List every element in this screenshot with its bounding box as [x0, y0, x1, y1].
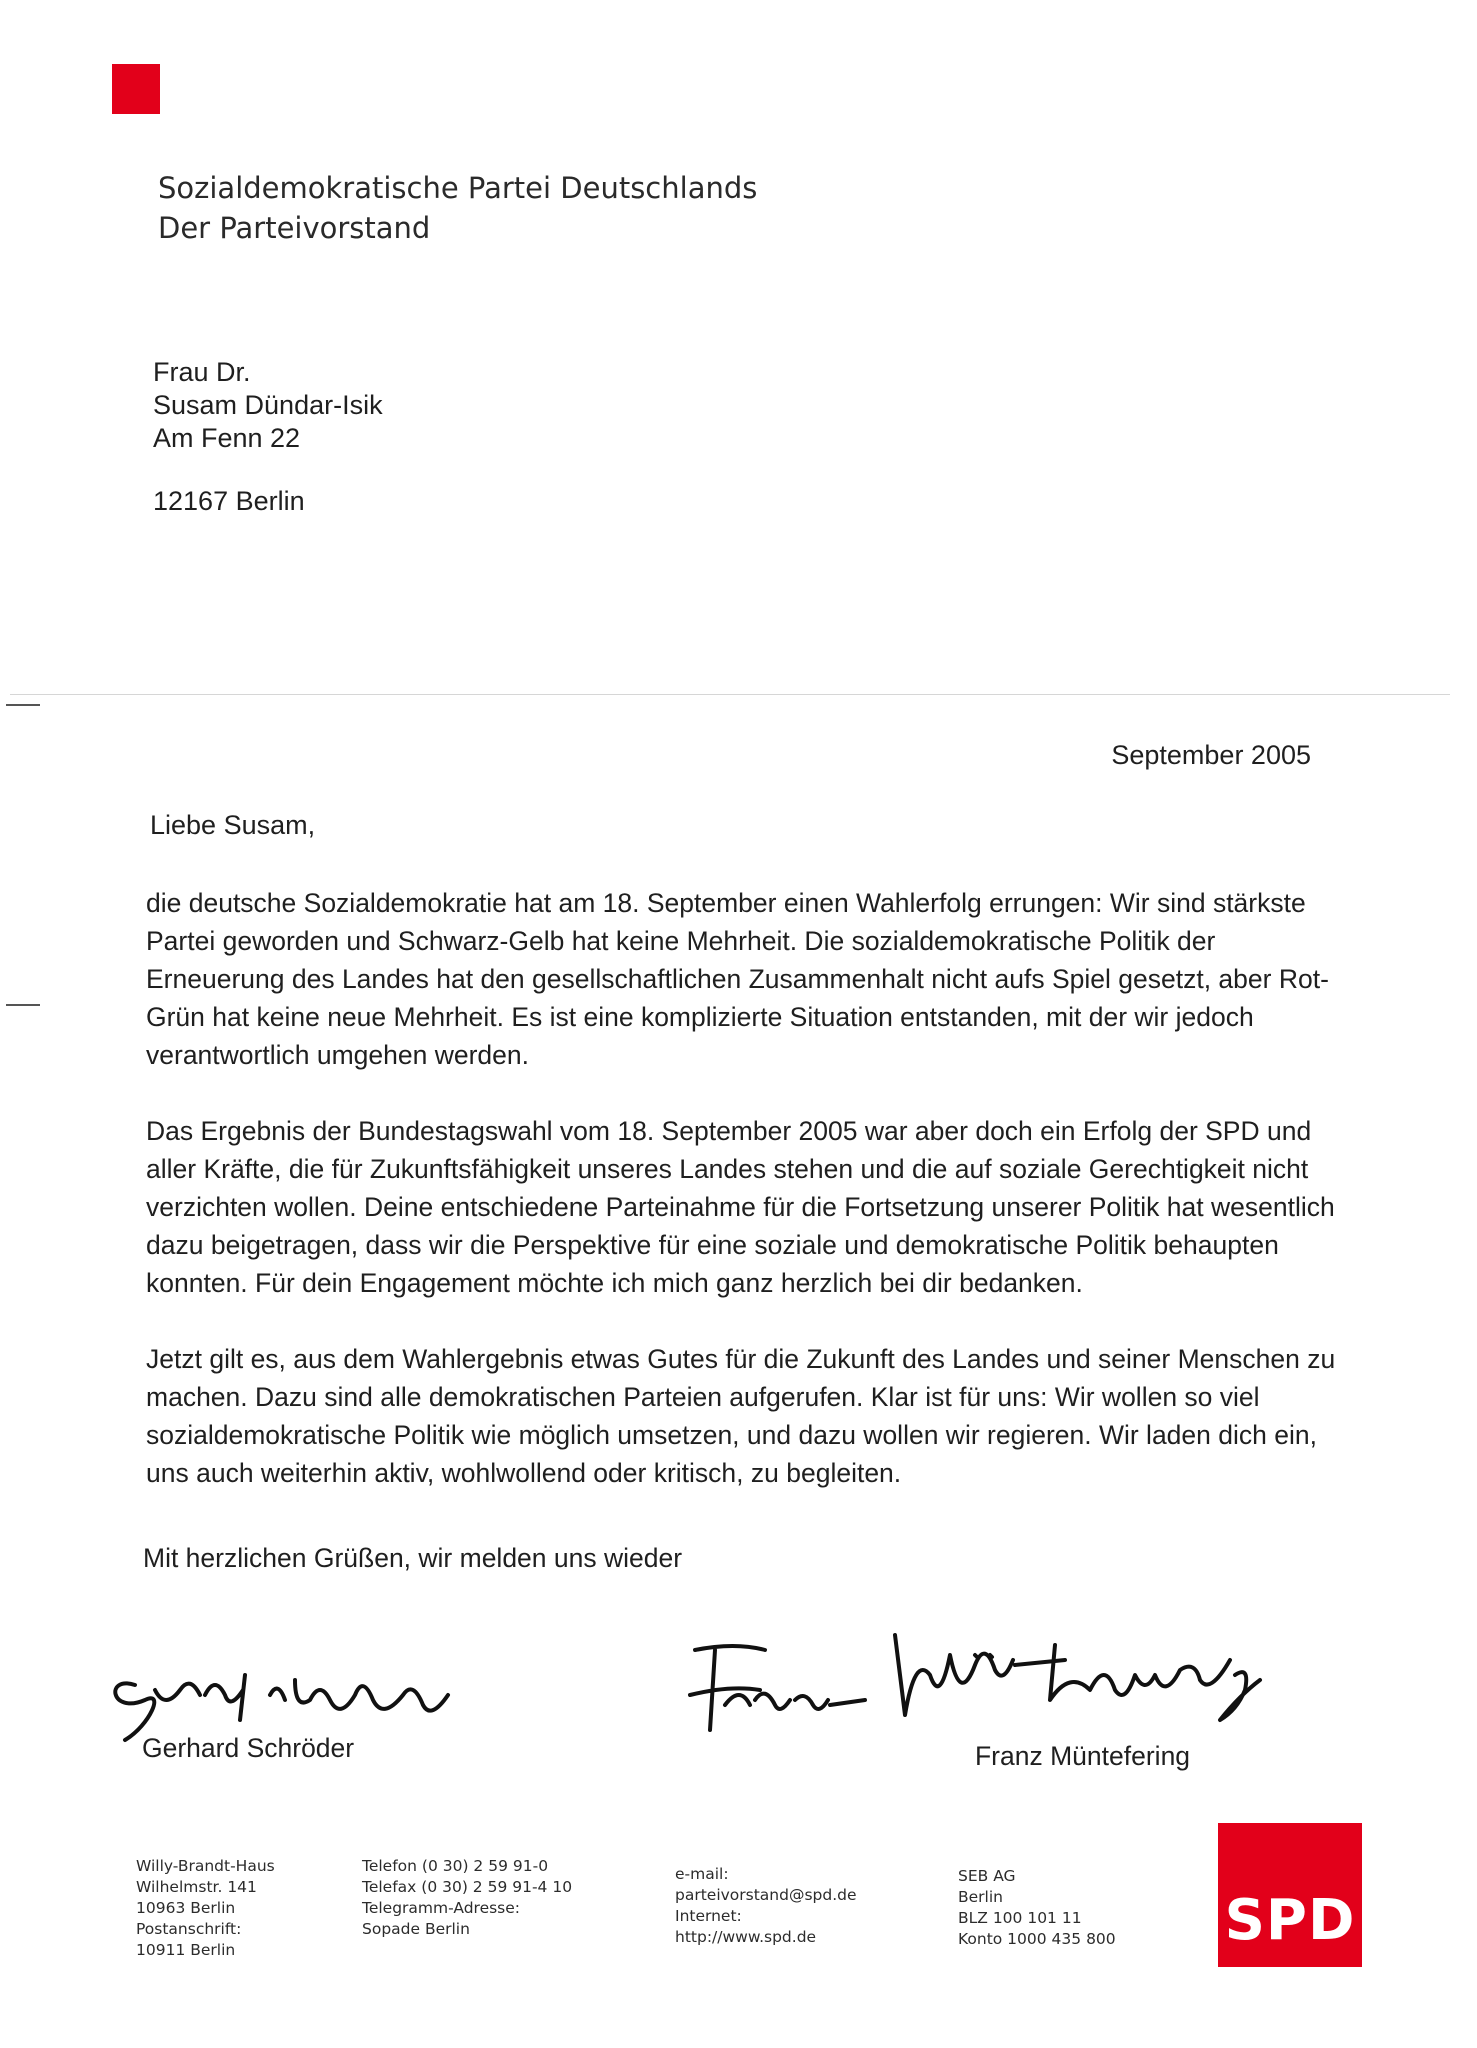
punch-mark — [6, 1004, 40, 1006]
recipient-address — [153, 356, 383, 455]
paragraph-1: die deutsche Sozialdemokratie hat am 18. September einen Wahlerfolg errungen: Wir sind stärkste Partei geworden und Schwarz-Gelb hat keine Mehrheit. Die sozialdemokratische Politik der Erneuerung des Landes hat den gesellschaftlichen Zusammenhalt nicht aufs Spiel gesetzt, aber Rot-Grün hat keine neue Mehrheit. Es ist eine komplizierte Situation entstanden, mit der wir jedoch verantwortlich umgehen werden. — [146, 888, 1329, 1070]
letter-body — [146, 884, 1336, 1530]
footer-line: 10911 Berlin — [136, 1941, 236, 1959]
signer-schroeder: Gerhard Schröder — [142, 1733, 355, 1763]
footer-line: Telefax (0 30) 2 59 91-4 10 — [362, 1878, 573, 1896]
fold-line — [10, 694, 1450, 695]
footer-website: http://www.spd.de — [675, 1928, 817, 1946]
letter-date: September 2005 — [1111, 740, 1311, 770]
footer-line: Sopade Berlin — [362, 1920, 470, 1938]
sender-department: Der Parteivorstand — [158, 211, 431, 245]
footer-line: Konto 1000 435 800 — [958, 1930, 1116, 1948]
sender-org-name: Sozialdemokratische Partei Deutschlands — [158, 171, 758, 205]
footer-line: Postanschrift: — [136, 1920, 242, 1938]
recipient-name: Susam Dündar-Isik — [153, 390, 383, 420]
footer-line: e-mail: — [675, 1865, 729, 1883]
footer-phone — [362, 1856, 572, 1940]
closing-line: Mit herzlichen Grüßen, wir melden uns wieder — [143, 1543, 683, 1573]
sender-block — [158, 168, 757, 248]
footer-email: parteivorstand@spd.de — [675, 1886, 857, 1904]
signer-muentefering: Franz Müntefering — [975, 1741, 1191, 1771]
paragraph-3: Jetzt gilt es, aus dem Wahlergebnis etwas Gutes für die Zukunft des Landes und seiner Menschen zu machen. Dazu sind alle demokratischen Parteien aufgerufen. Klar ist für uns: Wir wollen so viel sozialdemokratische Politik wie möglich umsetzen, und dazu wollen wir regieren. Wir laden dich ein, uns auch weiterhin aktiv, wohlwollend oder kritisch, zu begleiten. — [146, 1344, 1336, 1488]
footer-line: 10963 Berlin — [136, 1899, 236, 1917]
footer-line: SEB AG — [958, 1867, 1016, 1885]
paragraph-2: Das Ergebnis der Bundestagswahl vom 18. September 2005 war aber doch ein Erfolg der SPD und aller Kräfte, die für Zukunftsfähigkeit unseres Landes stehen und die auf soziale Gerechtigkeit nicht verzichten wollen. Deine entschiedene Parteinahme für die Fortsetzung unserer Politik hat wesentlich dazu beigetragen, dass wir die Perspektive für eine soziale und demokratische Politik behaupten konnten. Für dein Engagement möchte ich mich ganz herzlich bei dir bedanken. — [146, 1116, 1335, 1298]
spd-logo — [1218, 1823, 1362, 1967]
footer-address — [136, 1856, 275, 1961]
fold-mark — [6, 704, 40, 706]
footer-line: Internet: — [675, 1907, 742, 1925]
footer-line: Wilhelmstr. 141 — [136, 1878, 257, 1896]
salutation: Liebe Susam, — [150, 810, 316, 840]
footer-line: Willy-Brandt-Haus — [136, 1857, 275, 1875]
recipient-street: Am Fenn 22 — [153, 423, 301, 453]
footer-contact — [675, 1864, 857, 1948]
footer-line: Telegramm-Adresse: — [362, 1899, 521, 1917]
footer-line: Berlin — [958, 1888, 1003, 1906]
spd-logo-text: SPD — [1224, 1888, 1356, 1953]
red-square-mark — [112, 64, 160, 114]
footer-line: Telefon (0 30) 2 59 91-0 — [362, 1857, 549, 1875]
footer-bank — [958, 1866, 1116, 1950]
footer-line: BLZ 100 101 11 — [958, 1909, 1082, 1927]
recipient-title: Frau Dr. — [153, 357, 251, 387]
recipient-city: 12167 Berlin — [153, 486, 305, 516]
